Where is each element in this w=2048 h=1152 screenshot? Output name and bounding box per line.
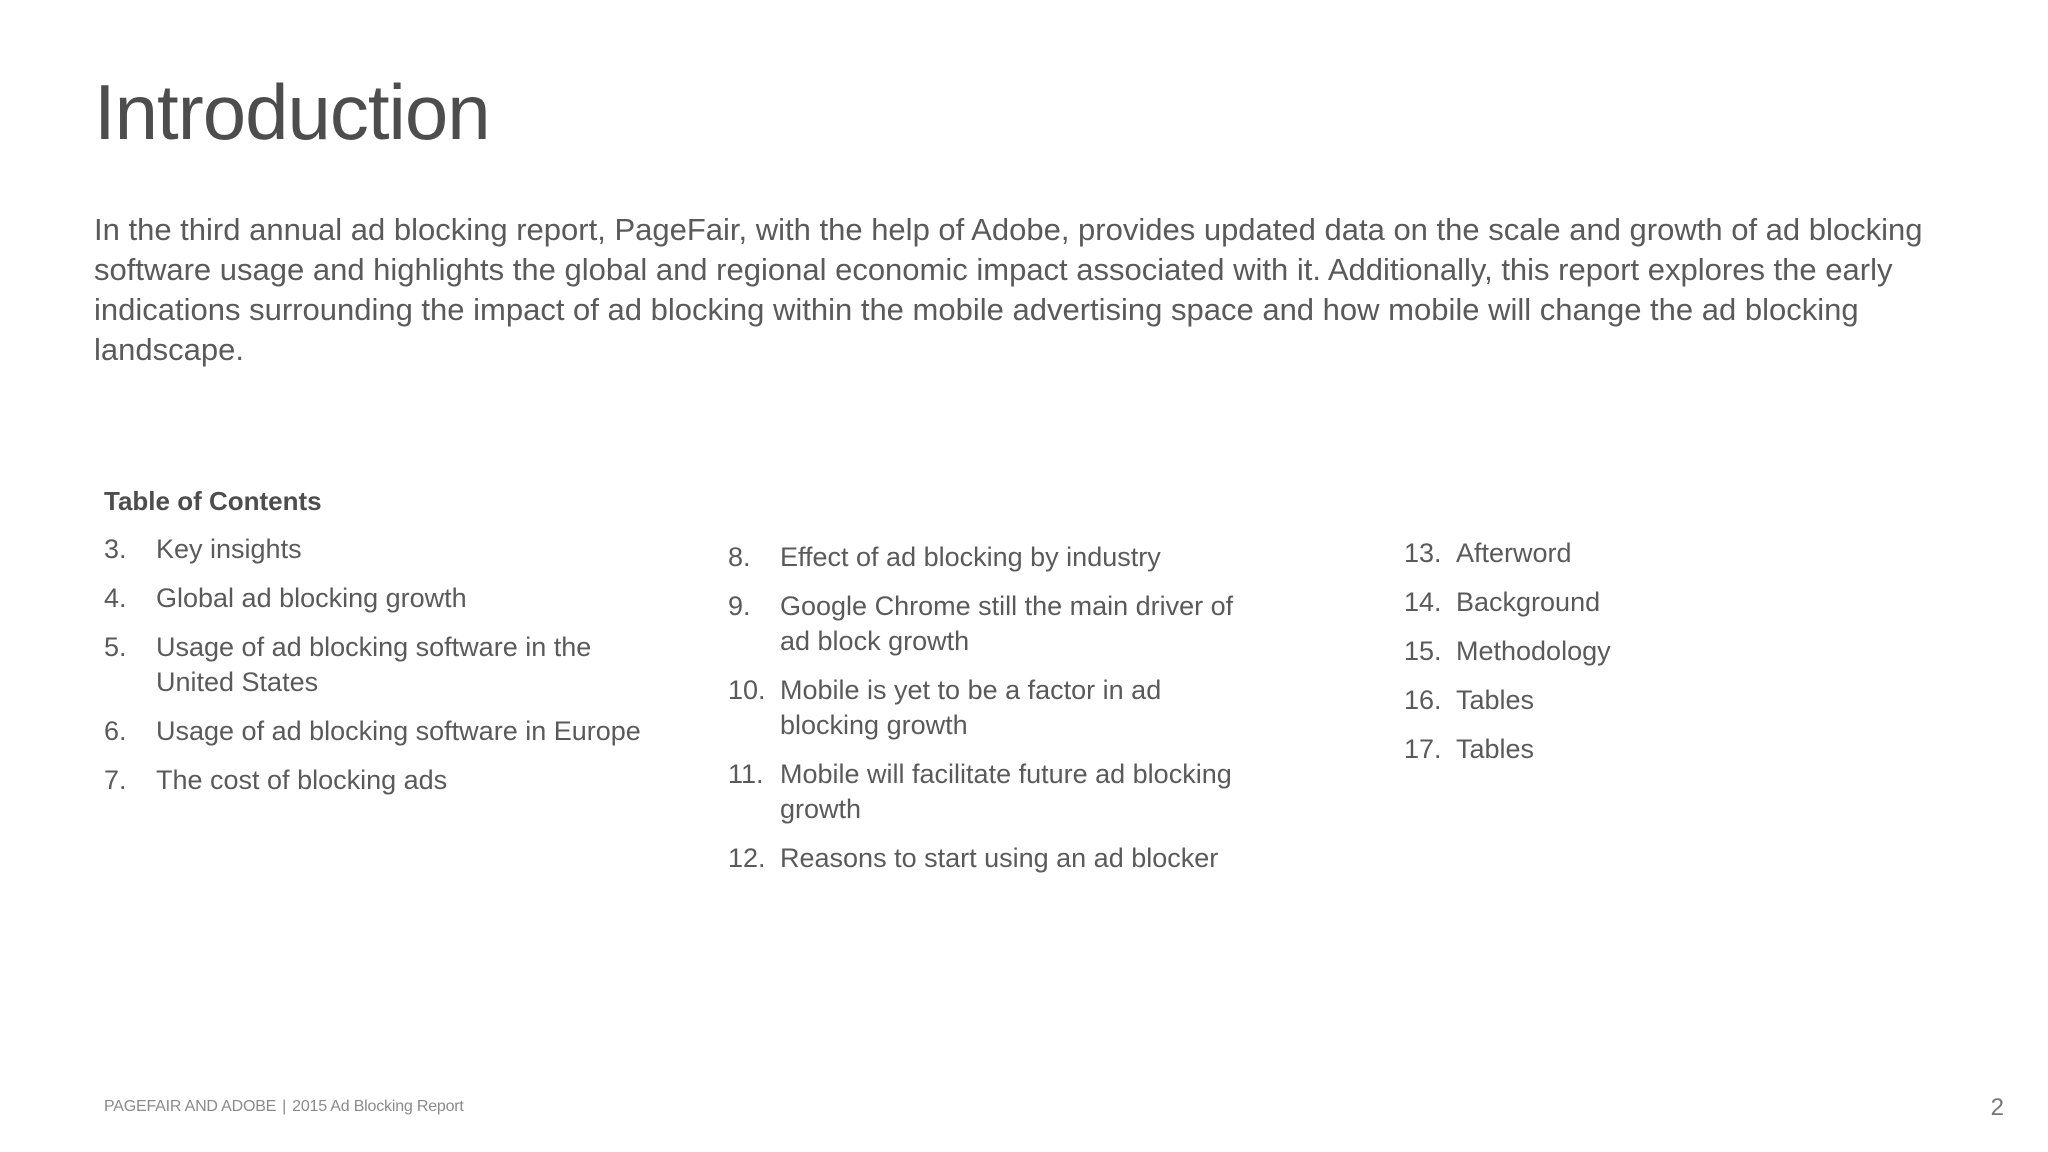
footer-separator: | bbox=[282, 1098, 287, 1115]
toc-item[interactable] bbox=[104, 532, 664, 567]
toc-item-label: Tables bbox=[1456, 685, 1535, 715]
toc-item-number: 8. bbox=[728, 542, 751, 572]
intro-paragraph: In the third annual ad blocking report, PageFair, with the help of Adobe, provides updated data on the scale and growth of ad blocking software usage and highlights the global and regional economic impact associated with it. Additionally, this report explores the early indications surrounding the impact of ad blocking within the mobile advertising space and how mobile will change the ad blocking landscape. bbox=[94, 212, 1923, 367]
toc-item[interactable] bbox=[1404, 536, 1824, 571]
toc-item[interactable] bbox=[104, 714, 664, 749]
toc-item-number: 9. bbox=[728, 591, 751, 621]
toc-item-number: 3. bbox=[104, 534, 127, 564]
toc-item-number: 5. bbox=[104, 632, 127, 662]
toc-item-label: Reasons to start using an ad blocker bbox=[780, 843, 1219, 873]
toc-item-label: Background bbox=[1456, 587, 1601, 617]
toc-item[interactable] bbox=[728, 841, 1248, 876]
toc-item[interactable] bbox=[728, 540, 1248, 575]
toc-item-number: 10. bbox=[728, 675, 766, 705]
toc-item-label: Usage of ad blocking software in the United States bbox=[156, 632, 592, 697]
toc-item-number: 7. bbox=[104, 765, 127, 795]
toc-item-number: 14. bbox=[1404, 587, 1442, 617]
toc-item-label: Key insights bbox=[156, 534, 302, 564]
toc-item-number: 17. bbox=[1404, 734, 1442, 764]
toc-column-2 bbox=[728, 540, 1248, 890]
toc-item-number: 16. bbox=[1404, 685, 1442, 715]
toc-item[interactable] bbox=[1404, 585, 1824, 620]
toc-item[interactable] bbox=[728, 757, 1248, 827]
toc-item-label: Afterword bbox=[1456, 538, 1572, 568]
toc-item-number: 13. bbox=[1404, 538, 1442, 568]
toc-item[interactable] bbox=[104, 763, 664, 798]
footer-brand: PAGEFAIR AND ADOBE bbox=[104, 1098, 277, 1115]
toc-item-number: 11. bbox=[728, 759, 764, 789]
toc-item-label: Tables bbox=[1456, 734, 1535, 764]
page-footer bbox=[104, 1098, 464, 1116]
toc-item-label: Effect of ad blocking by industry bbox=[780, 542, 1161, 572]
toc-item[interactable] bbox=[728, 673, 1248, 743]
toc-item-label: Methodology bbox=[1456, 636, 1611, 666]
toc-item[interactable] bbox=[1404, 732, 1824, 767]
toc-item[interactable] bbox=[1404, 683, 1824, 718]
toc-item[interactable] bbox=[104, 581, 664, 616]
toc-item-label: Mobile will facilitate future ad blocking growth bbox=[780, 759, 1232, 824]
toc-item-label: Global ad blocking growth bbox=[156, 583, 467, 613]
toc-item-number: 4. bbox=[104, 583, 127, 613]
toc-item-label: Google Chrome still the main driver of ad block growth bbox=[780, 591, 1234, 656]
toc-column-3 bbox=[1404, 536, 1824, 781]
page-number: 2 bbox=[1990, 1094, 2004, 1121]
toc-item-number: 15. bbox=[1404, 636, 1442, 666]
footer-report-name: 2015 Ad Blocking Report bbox=[292, 1098, 464, 1115]
toc-item-label: The cost of blocking ads bbox=[156, 765, 448, 795]
toc-heading: Table of Contents bbox=[104, 486, 322, 516]
toc-item[interactable] bbox=[104, 630, 664, 700]
toc-item-number: 6. bbox=[104, 716, 127, 746]
toc-column-1 bbox=[104, 532, 664, 812]
toc-item-number: 12. bbox=[728, 843, 766, 873]
toc-item[interactable] bbox=[1404, 634, 1824, 669]
toc-item-label: Mobile is yet to be a factor in ad blocking growth bbox=[780, 675, 1162, 740]
toc-item[interactable] bbox=[728, 589, 1248, 659]
page-title: Introduction bbox=[94, 68, 490, 156]
toc-item-label: Usage of ad blocking software in Europe bbox=[156, 716, 641, 746]
